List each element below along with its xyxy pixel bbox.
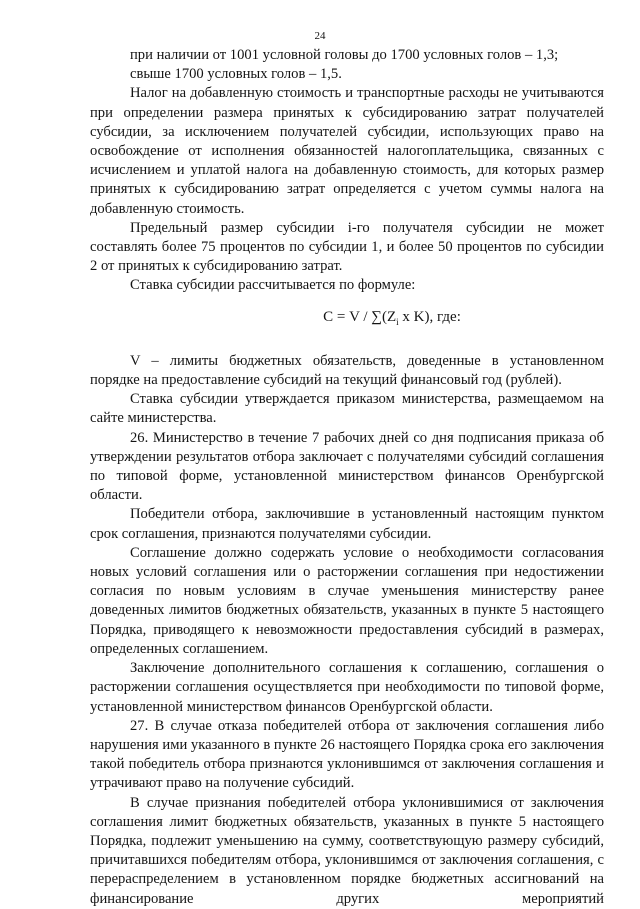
paragraph: Соглашение должно содержать условие о необходимости согласования новых условий соглашения или о расторжении соглашения при недостижении согласия по новым условиям в случае уменьшения министерству ранее доведенных лимитов бюджетных обязательств, указанных в пункте 5 настоящего Порядка, приводящего к невозможности предоставления субсидий в размерах, определенных соглашением.: [90, 544, 604, 657]
paragraph: 26. Министерство в течение 7 рабочих дней со дня подписания приказа об утверждении результатов отбора заключает с получателями субсидий соглашения по типовой форме, установленной министерством финансов Оренбургской области.: [90, 429, 604, 504]
formula-tail: x K), где:: [398, 308, 461, 325]
paragraph: 27. В случае отказа победителей отбора от заключения соглашения либо нарушения ими указанного в пункте 26 настоящего Порядка срока его заключения такой победитель отбора признаются уклонившимся от заключения соглашения и утрачивают право на получение субсидий.: [90, 717, 604, 792]
formula: [90, 308, 604, 332]
paragraph: Ставка субсидии утверждается приказом министерства, размещаемом на сайте министерства.: [90, 391, 604, 427]
paragraph: свыше 1700 условных голов – 1,5.: [130, 66, 342, 83]
paragraph: Заключение дополнительного соглашения к соглашению, соглашения о расторжении соглашения осуществляется при необходимости по типовой форме, установленной министерством финансов Оренбургской области.: [90, 660, 604, 715]
paragraph: Предельный размер субсидии i-го получателя субсидии не может составлять более 75 процентов по субсидии 1, и более 50 процентов по субсидии 2 от принятых к субсидированию затрат.: [90, 219, 604, 275]
paragraph: V – лимиты бюджетных обязательств, доведенные в установленном порядке на предоставление субсидий на текущий финансовый год (рублей).: [90, 352, 604, 389]
paragraph: Налог на добавленную стоимость и транспортные расходы не учитываются при определении размера принятых к субсидированию затрат получателей субсидии, за исключением получателей субсидии, использующих право на освобождение от исполнения обязанностей налогоплательщика, связанных с исчислением и уплатой налога на добавленную стоимость, для которых размер принятых к субсидированию затрат определяется с учетом суммы налога на добавленную стоимость.: [90, 85, 604, 217]
document-body: [90, 46, 604, 909]
paragraph: Победители отбора, заключившие в установленный настоящим пунктом срок соглашения, признаются получателями субсидии.: [90, 506, 604, 542]
paragraph: В случае признания победителей отбора уклонившимися от заключения соглашения лимит бюджетных обязательств, указанных в пункте 5 настоящего Порядка, подлежит уменьшению на сумму, соответствующую размеру субсидий, причитавшихся победителям отбора, уклонившимся от заключения соглашения, с перераспределением в установленном порядке бюджетных ассигнований на финансирование других мероприятий: [90, 794, 604, 907]
formula-subscript: i: [396, 316, 399, 327]
paragraph: Ставка субсидии рассчитывается по формуле:: [130, 277, 416, 294]
page-number: 24: [314, 30, 326, 42]
paragraph: при наличии от 1001 условной головы до 1700 условных голов – 1,3;: [130, 47, 559, 63]
formula-main: С = V / ∑(Z: [323, 308, 397, 325]
